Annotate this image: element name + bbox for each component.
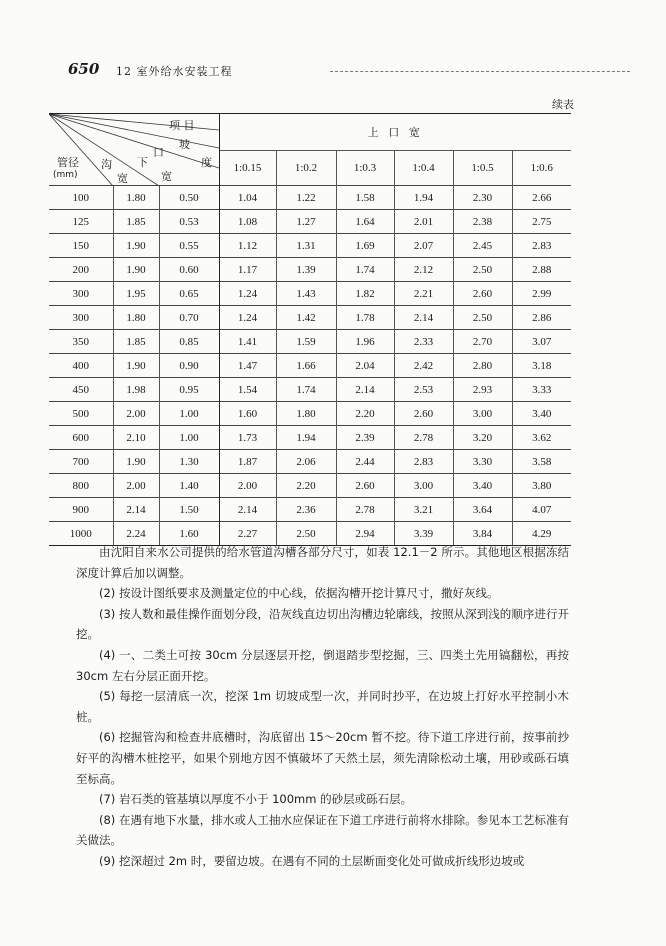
table-row [49,186,571,210]
table-cell: 700 [49,450,113,474]
table-cell: 450 [49,378,113,402]
header-mouth-label: 口 [153,146,164,159]
table-cell: 1.74 [276,378,336,402]
table-row [49,210,571,234]
table-cell: 1000 [49,522,113,546]
table-cell: 1.54 [219,378,276,402]
table-cell: 1.90 [113,450,159,474]
table-cell: 3.64 [453,498,512,522]
table-cell: 2.30 [453,186,512,210]
table-cell: 3.18 [512,354,571,378]
table-cell: 2.12 [394,258,453,282]
table-row [49,402,571,426]
trench-dimension-table [49,113,571,546]
table-cell: 350 [49,330,113,354]
chapter-title: 12 室外给水安装工程 [116,65,233,78]
table-cell: 800 [49,474,113,498]
table-row [49,498,571,522]
table-cell: 2.75 [512,210,571,234]
body-text [76,542,569,872]
table-cell: 3.07 [512,330,571,354]
header-bottom-label: 下 [137,156,148,169]
table-cell: 4.07 [512,498,571,522]
table-cell: 1.41 [219,330,276,354]
table-cell: 2.39 [336,426,394,450]
page-number: 650 [68,60,100,78]
table-row [49,426,571,450]
header-unit-label: (mm) [53,170,78,180]
table-cell: 1.12 [219,234,276,258]
table-cell: 1.90 [113,234,159,258]
table-cell: 2.20 [276,474,336,498]
table-cell: 1.85 [113,330,159,354]
table-cell: 2.83 [512,234,571,258]
table-cell: 0.70 [159,306,219,330]
table-row [49,450,571,474]
table-cell: 1.85 [113,210,159,234]
table-cell: 0.90 [159,354,219,378]
table-cell: 2.50 [453,306,512,330]
table-cell: 1.59 [276,330,336,354]
table-cell: 2.00 [219,474,276,498]
table-row [49,474,571,498]
table-cell: 1.82 [336,282,394,306]
header-width-label: 宽 [161,170,172,183]
table-cell: 2.66 [512,186,571,210]
table-cell: 1.50 [159,498,219,522]
table-cell: 2.20 [336,402,394,426]
table-cell: 1.00 [159,402,219,426]
table-row [49,306,571,330]
table-cell: 2.04 [336,354,394,378]
table-cell: 1.30 [159,450,219,474]
table-cell: 1.58 [336,186,394,210]
ratio-header: 1:0.6 [512,151,571,186]
ratio-header: 1:0.15 [219,151,276,186]
table-cell: 1.31 [276,234,336,258]
table-cell: 2.50 [453,258,512,282]
table-cell: 150 [49,234,113,258]
table-cell: 1.00 [159,426,219,450]
table-row [49,330,571,354]
table-cell: 1.60 [159,522,219,546]
table-cell: 100 [49,186,113,210]
paragraph: (7) 岩石类的管基填以厚度不小于 100mm 的砂层或砾石层。 [99,792,413,807]
table-cell: 2.80 [453,354,512,378]
table-cell: 3.21 [394,498,453,522]
table-cell: 2.94 [336,522,394,546]
table-cell: 2.14 [394,306,453,330]
continued-label: 续表 [552,98,574,111]
table-cell: 2.93 [453,378,512,402]
table-cell: 0.85 [159,330,219,354]
ratio-header: 1:0.5 [453,151,512,186]
table-cell: 2.99 [512,282,571,306]
table-cell: 1.90 [113,354,159,378]
table-cell: 1.94 [276,426,336,450]
table-cell: 1.69 [336,234,394,258]
table-cell: 2.06 [276,450,336,474]
table-cell: 0.65 [159,282,219,306]
table-cell: 3.80 [512,474,571,498]
table-cell: 1.78 [336,306,394,330]
table-cell: 600 [49,426,113,450]
header-pipe-diameter-label: 管径 [57,156,79,169]
table-cell: 2.70 [453,330,512,354]
table-cell: 2.60 [394,402,453,426]
table-cell: 1.87 [219,450,276,474]
table-cell: 0.50 [159,186,219,210]
table-cell: 3.00 [453,402,512,426]
header-rule [330,71,630,72]
header-degree-label: 度 [201,156,212,169]
table-cell: 1.42 [276,306,336,330]
table-cell: 300 [49,282,113,306]
table-cell: 2.45 [453,234,512,258]
table-cell: 2.24 [113,522,159,546]
table-cell: 0.53 [159,210,219,234]
table-cell: 500 [49,402,113,426]
paragraph: (9) 挖深超过 2m 时，要留边坡。在遇有不同的土层断面变化处可做成折线形边坡或 [99,853,525,868]
table-cell: 1.40 [159,474,219,498]
table-cell: 1.27 [276,210,336,234]
table-row [49,378,571,402]
table-cell: 3.33 [512,378,571,402]
table-cell: 4.29 [512,522,571,546]
diagonal-header-cell [49,114,219,186]
table-cell: 1.17 [219,258,276,282]
table-cell: 3.40 [512,402,571,426]
paragraph: (4) 一、二类土可按 30cm 分层逐层开挖，倒退踏步型挖掘，三、四类土先用镐翻松，再按 30cm 左右分层正面开挖。 [76,647,569,683]
table-cell: 2.44 [336,450,394,474]
table-cell: 3.39 [394,522,453,546]
table-cell: 2.83 [394,450,453,474]
table-cell: 2.53 [394,378,453,402]
table-cell: 2.38 [453,210,512,234]
table-cell: 2.10 [113,426,159,450]
table-row [49,234,571,258]
table-cell: 3.30 [453,450,512,474]
table-cell: 3.84 [453,522,512,546]
table-cell: 2.14 [219,498,276,522]
table-cell: 1.95 [113,282,159,306]
table-cell: 1.90 [113,258,159,282]
table-cell: 2.36 [276,498,336,522]
table-cell: 3.00 [394,474,453,498]
paragraph: 由沈阳自来水公司提供的给水管道沟槽各部分尺寸，如表 12.1－2 所示。其他地区根据冻结深度计算后加以调整。 [76,545,569,580]
table-cell: 2.14 [113,498,159,522]
table-row [49,282,571,306]
table-cell: 2.86 [512,306,571,330]
table-cell: 1.94 [394,186,453,210]
table-cell: 1.73 [219,426,276,450]
table-cell: 400 [49,354,113,378]
paragraph: (2) 按设计图纸要求及测量定位的中心线，依据沟槽开挖计算尺寸，撒好灰线。 [99,586,499,601]
table-cell: 2.21 [394,282,453,306]
table-cell: 1.74 [336,258,394,282]
table-cell: 2.14 [336,378,394,402]
ratio-header: 1:0.4 [394,151,453,186]
table-cell: 3.20 [453,426,512,450]
table-cell: 1.43 [276,282,336,306]
table-cell: 1.24 [219,306,276,330]
table-cell: 2.50 [276,522,336,546]
page-header [68,60,568,80]
table-cell: 1.80 [113,186,159,210]
table-cell: 1.24 [219,282,276,306]
table-cell: 3.40 [453,474,512,498]
paragraph: (8) 在遇有地下水量，排水或人工抽水应保证在下道工序进行前将水排除。参见本工艺标准有关做法。 [76,812,569,848]
table-cell: 0.60 [159,258,219,282]
table-cell: 1.80 [276,402,336,426]
table-cell: 1.66 [276,354,336,378]
upper-width-header: 上 口 宽 [219,114,571,151]
table-cell: 2.00 [113,402,159,426]
table-cell: 1.60 [219,402,276,426]
ratio-header: 1:0.3 [336,151,394,186]
table-cell: 1.47 [219,354,276,378]
table-cell: 0.95 [159,378,219,402]
table-cell: 1.08 [219,210,276,234]
table-cell: 900 [49,498,113,522]
table-cell: 1.96 [336,330,394,354]
header-trench-label: 沟 [101,158,112,171]
table-cell: 125 [49,210,113,234]
table-cell: 2.60 [453,282,512,306]
table-body [49,186,571,546]
table-cell: 3.62 [512,426,571,450]
table-cell: 2.78 [336,498,394,522]
table-cell: 2.78 [394,426,453,450]
ratio-header: 1:0.2 [276,151,336,186]
header-trench-width-label: 宽 [117,172,128,185]
paragraph: (6) 挖掘管沟和检查井底槽时，沟底留出 15～20cm 暂不挖。待下道工序进行前，按事前抄好平的沟槽木桩挖平，如果个别地方因不慎破坏了天然土层，须先清除松动土壤，用砂或砾石填至标高。 [76,730,569,786]
table-cell: 2.42 [394,354,453,378]
table-row [49,354,571,378]
table-cell: 1.04 [219,186,276,210]
table-cell: 1.80 [113,306,159,330]
paragraph: (3) 按人数和最佳操作面划分段，沿灰线直边切出沟槽边轮廓线，按照从深到浅的顺序进行开挖。 [76,606,569,642]
table-cell: 0.55 [159,234,219,258]
table-cell: 200 [49,258,113,282]
table-cell: 1.39 [276,258,336,282]
table-cell: 2.07 [394,234,453,258]
table-cell: 2.60 [336,474,394,498]
table-row [49,258,571,282]
table-cell: 1.98 [113,378,159,402]
table-cell: 300 [49,306,113,330]
table-cell: 1.22 [276,186,336,210]
header-item-label: 项 目 [169,119,195,132]
table-cell: 1.64 [336,210,394,234]
header-slope-label: 坡 [179,138,190,151]
table-cell: 2.01 [394,210,453,234]
table-cell: 2.88 [512,258,571,282]
table-cell: 2.00 [113,474,159,498]
table-cell: 2.33 [394,330,453,354]
paragraph: (5) 每挖一层清底一次，挖深 1m 切坡成型一次，并同时抄平，在边坡上打好水平控制小木桩。 [76,689,569,724]
table-cell: 2.27 [219,522,276,546]
table-cell: 3.58 [512,450,571,474]
